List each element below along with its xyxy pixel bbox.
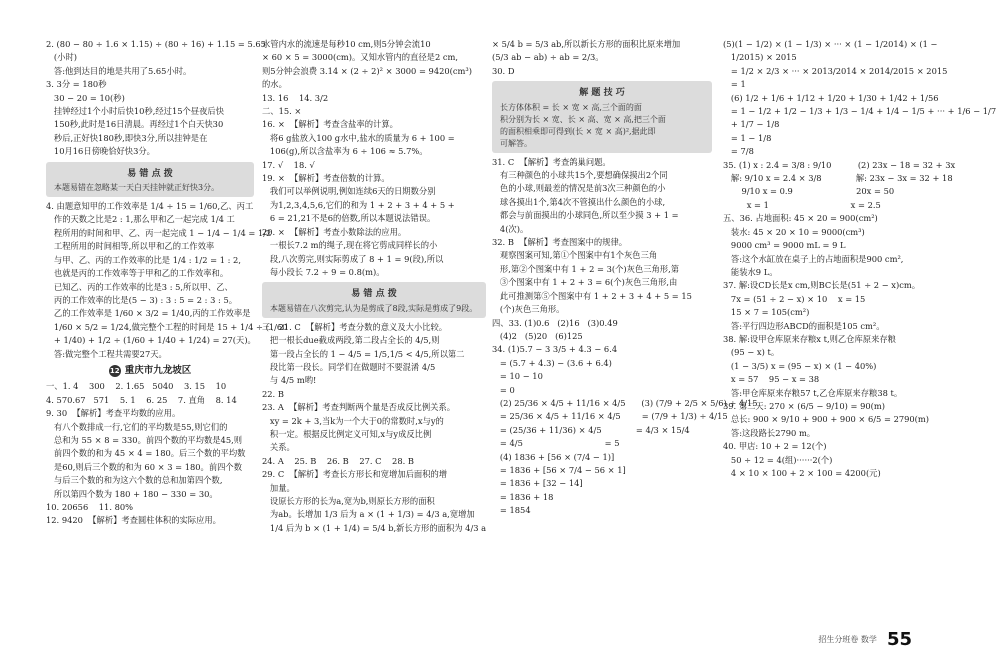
text-line: (5/3 ab − ab) ÷ ab = 2/3。	[492, 52, 604, 63]
text-line: 将6 g盐放入100 g水中,盐水的质量为 6 + 100 =	[262, 132, 455, 143]
text-line: 把一根长due截成两段,第二段占全长的 4/5,则	[262, 335, 440, 346]
col2-block-b	[262, 321, 486, 536]
text-line: 一、1. 4 300 2. 1.65 5040 3. 15 10	[46, 381, 227, 392]
text-line: 的水。	[262, 79, 287, 90]
text-line: 4. 由题意知甲的工作效率是 1/4 ÷ 15 = 1/60,乙、丙工	[46, 201, 254, 212]
tip-lines	[500, 102, 704, 150]
text-line: (4)2 (5)20 (6)125	[492, 330, 583, 341]
text-line: 10月16日傍晚恰好快3分。	[46, 146, 155, 157]
text-line: 色的小球,则最差的情况是前3次三种颜色的小	[492, 183, 666, 194]
text-line: 已知乙、丙的工作效率的比是3 : 5,所以甲、乙、	[46, 281, 233, 292]
text-line: 也就是丙的工作效率等于甲和乙的工作效率和。	[46, 268, 229, 279]
text-line: x = 1 x = 2.5	[723, 199, 881, 210]
text-line: 答:平行四边形ABCD的面积是105 cm²。	[723, 320, 885, 331]
text-line: = 1836 + [32 − 14]	[492, 478, 583, 489]
text-line: 二、15. ×	[262, 106, 302, 117]
section-title: 重庆市九龙坡区	[124, 364, 192, 376]
text-line: 段比第一段长。同学们在做题时不要混淆 4/5	[262, 361, 436, 372]
text-line: 积一定。根据反比例定义可知,x与y成反比例	[262, 428, 432, 439]
text-line: 程所用的时间和甲、乙、丙一起完成 1 − 1/4 − 1/4 = 1/2	[46, 227, 272, 238]
col4-block-a	[723, 38, 996, 480]
text-line: = 25/36 × 4/5 + 11/16 × 4/5 = (7/9 + 1/3) ÷ 4/15	[492, 411, 728, 422]
text-line: = 4/5 = 5	[492, 438, 620, 449]
text-line: 38. 解:设甲仓库原来存粮x t,则乙仓库原来存粮	[723, 333, 896, 344]
text-line: 24. A 25. B 26. B 27. C 28. B	[262, 455, 414, 466]
text-line: 答:甲仓库原来存粮57 t,乙仓库原来存粮38 t。	[723, 387, 903, 398]
text-line: + 1/7 − 1/8	[723, 119, 780, 130]
text-line: 30. D	[492, 65, 515, 76]
text-line: 关系。	[262, 442, 295, 453]
text-line: 球各摸出1个,第4次不管摸出什么颜色的小球,	[492, 196, 666, 207]
col1-block-c	[46, 380, 254, 527]
text-line: 30 − 20 = 10(秒)	[46, 92, 125, 103]
text-line: 装水: 45 × 20 × 10 = 9000(cm³)	[723, 226, 865, 237]
text-line: 9/10 x = 0.9 20x = 50	[723, 186, 895, 197]
text-line: 22. B	[262, 388, 284, 399]
text-line: 前四个数的和为 45 × 4 = 180。后三个数的平均数	[46, 448, 246, 459]
text-line: 23. A 【解析】考查判断两个量是否成反比例关系。	[262, 402, 456, 413]
text-line: 32. B 【解析】考查图案中的规律。	[492, 237, 628, 248]
text-line: 6 = 21,21不是6的倍数,所以本题说法错误。	[262, 213, 436, 224]
col1-block-b	[46, 200, 288, 361]
text-line: 是60,则后三个数的和为 60 × 3 = 180。前四个数	[46, 461, 243, 472]
text-line: 则5分钟会浪费 3.14 × (2 ÷ 2)² × 3000 = 9420(cm³)	[262, 65, 472, 76]
text-line: 2. (80 − 80 ÷ 1.6 × 1.15) ÷ (80 ÷ 16) + 1.15 = 5.65	[46, 39, 266, 49]
text-line: 与后三个数的和为这六个数的总和加第四个数,	[46, 475, 223, 486]
text-line: 丙的工作效率的比是(5 − 3) : 3 : 5 = 2 : 3 : 5。	[46, 294, 238, 305]
text-line: 水管内水的流速是每秒10 cm,则5分钟会流10	[262, 39, 431, 49]
text-line: (5)(1 − 1/2) × (1 − 1/3) × ··· × (1 − 1/2014) × (1 −	[723, 39, 938, 49]
text-line: 五、36. 占地面积: 45 × 20 = 900(cm²)	[723, 213, 878, 224]
text-line: 9. 30 【解析】考查平均数的应用。	[46, 408, 181, 419]
text-line: 第一段占全长的 1 − 4/5 = 1/5,1/5 < 4/5,所以第二	[262, 348, 465, 359]
text-line: 段,八次剪完,则实际剪成了 8 + 1 = 9(段),所以	[262, 253, 444, 264]
text-line: = 7/8	[723, 146, 754, 157]
text-line: 此可推测第⑤个图案中有 1 + 2 + 3 + 4 + 5 = 15	[492, 290, 692, 301]
page-footer	[818, 629, 912, 650]
text-line: 一根长7.2 m的绳子,现在将它剪成同样长的小	[262, 240, 438, 251]
text-line: = 1854	[492, 505, 531, 516]
text-line: = 1836 + [56 × 7/4 − 56 × 1]	[492, 464, 626, 475]
text-line: 工程所用的时间相等,所以甲和乙的工作效率	[46, 241, 215, 252]
text-line: 能装水9 L。	[723, 266, 778, 277]
text-line: x = 57 95 − x = 38	[723, 374, 820, 385]
text-line: 都会与前面摸出的小球同色,所以至少摸 3 + 1 =	[492, 210, 679, 221]
tip-title: 易 错 点 拨	[351, 289, 397, 300]
section-heading	[46, 364, 254, 377]
text-line: ③个图案中有 1 + 2 + 3 = 6(个)灰色三角形,由	[492, 277, 678, 288]
text-line: 的面积相乘即可得到(长 × 宽 × 高)²,据此即	[500, 126, 656, 136]
tip-title: 易 错 点 拨	[127, 168, 173, 179]
text-line: 19. × 【解析】考查倍数的计算。	[262, 173, 390, 184]
text-line: 10. 20656 11. 80%	[46, 502, 134, 512]
text-line: 乙的工作效率是 1/60 × 3/2 = 1/40,丙的工作效率是	[46, 308, 251, 319]
text-line: 4 × 10 × 100 + 2 × 100 = 4200(元)	[723, 468, 881, 478]
text-line: 每小段长 7.2 ÷ 9 = 0.8(m)。	[262, 266, 385, 277]
text-line: 31. C 【解析】考查鸽巢问题。	[492, 156, 611, 167]
text-line: 7x = (51 ÷ 2 − x) × 10 x = 15	[723, 293, 866, 304]
text-line: = (5.7 + 4.3) − (3.6 + 6.4)	[492, 357, 612, 368]
text-line: 35. (1) x : 2.4 = 3/8 : 9/10 (2) 23x − 18 = 32 + 3x	[723, 159, 956, 170]
col1-block-a	[46, 38, 266, 159]
text-line: 有三种颜色的小球共15个,要想确保摸出2个同	[492, 170, 668, 181]
text-line: 与甲、乙、丙的工作效率的比是 1/4 : 1/2 = 1 : 2,	[46, 254, 241, 265]
text-line: (4) 1836 + [56 × (7/4 − 1)]	[492, 451, 615, 462]
text-line: = 1	[723, 79, 746, 90]
text-line: × 5/4 b = 5/3 ab,所以新长方形的面积比原来增加	[492, 39, 681, 49]
text-line: 15 × 7 = 105(cm²)	[723, 307, 810, 318]
footer-text: 招生分班卷 数学	[818, 635, 877, 644]
text-line: (1 − 3/5) x = (95 − x) × (1 − 40%)	[723, 360, 877, 371]
text-line: 观察图案可知,第①个图案中有1个灰色三角	[492, 250, 658, 261]
text-line: 13. 16 14. 3/2	[262, 92, 329, 103]
text-line: 总和为 55 × 8 = 330。前四个数的平均数是45,则	[46, 434, 243, 445]
text-line: 三、21. C 【解析】考查分数的意义及大小比较。	[262, 321, 448, 332]
text-line: (6) 1/2 + 1/6 + 1/12 + 1/20 + 1/30 + 1/42 + 1/56	[723, 92, 939, 103]
text-line: 有八个数排成一行,它们的平均数是55,则它们的	[46, 421, 228, 432]
text-line: (95 − x) t。	[723, 347, 780, 358]
tip-box-3	[492, 81, 712, 152]
text-line: = (25/36 + 11/36) × 4/5 = 4/3 × 15/4	[492, 424, 690, 435]
text-line: 1/4 后为 b × (1 + 1/4) = 5/4 b,新长方形的面积为 4/3 a	[262, 522, 487, 533]
text-line: 秒后,正好快180秒,即快3分,所以挂钟是在	[46, 132, 208, 143]
text-line: 4(次)。	[492, 223, 529, 234]
text-line: × 60 × 5 = 3000(cm)。又知水管内的直径是2 cm,	[262, 52, 459, 63]
text-line: 挂钟经过1个小时后快10秒,经过15个昼夜后快	[46, 106, 224, 117]
section-badge: 12	[109, 366, 120, 375]
tip-text: 本题易错在忽略某一天白天挂钟就正好快3分。	[54, 183, 220, 193]
tip-title: 解 题 技 巧	[579, 88, 625, 99]
text-line: 150秒,此时是16日清晨。再经过1个白天快30	[46, 119, 224, 130]
text-line: 与 4/5 m哟!	[262, 375, 317, 386]
text-line: 答:这段路长2790 m。	[723, 427, 816, 438]
text-line: 9000 cm³ = 9000 mL = 9 L	[723, 240, 846, 251]
text-line: 形,第②个图案中有 1 + 2 = 3(个)灰色三角形,第	[492, 263, 680, 274]
text-line: (个)灰色三角形。	[492, 304, 565, 315]
text-line: (小时)	[46, 52, 77, 63]
text-line: 作的天数之比是2 : 1,那么甲和乙一起完成 1/4 工	[46, 214, 235, 225]
text-line: 37. 解:设CD长是x cm,则BC长是(51 ÷ 2 − x)cm。	[723, 280, 921, 291]
text-line: 答:这个水缸放在桌子上的占地面积是900 cm²,	[723, 253, 904, 264]
text-line: 1/2015) × 2015	[723, 52, 797, 63]
text-line: = 1 − 1/8	[723, 132, 772, 143]
text-line: 积分别为长 × 宽、长 × 高、宽 × 高,把三个面	[500, 114, 666, 124]
text-line: 39. 第二天: 270 × (6/5 − 9/10) = 90(m)	[723, 400, 886, 411]
text-line: 为1,2,3,4,5,6,它们的和为 1 + 2 + 3 + 4 + 5 +	[262, 199, 455, 210]
text-line: 29. C 【解析】考查长方形长和宽增加后面积的增	[262, 469, 448, 480]
text-line: = 1836 + 18	[492, 491, 554, 502]
text-line: 总长: 900 × 9/10 + 900 + 900 × 6/5 = 2790(m)	[723, 414, 930, 425]
text-line: 为ab。长增加 1/3 后为 a × (1 + 1/3) = 4/3 a,宽增加	[262, 509, 475, 520]
text-line: 16. × 【解析】考查含盐率的计算。	[262, 119, 398, 130]
text-line: 我们可以举例说明,例如连续6天的日期数分别	[262, 186, 436, 197]
text-line: = 0	[492, 384, 515, 395]
text-line: 34. (1)5.7 − 3 3/5 + 4.3 − 6.4	[492, 344, 618, 355]
text-line: + 1/40) + 1/2 ÷ (1/60 + 1/40 + 1/24) = 27(天)。	[46, 335, 256, 346]
text-line: 答:做完整个工程共需要27天。	[46, 348, 167, 359]
text-line: 3. 3分 = 180秒	[46, 79, 107, 90]
text-line: 12. 9420 【解析】考查圆柱体积的实际应用。	[46, 515, 221, 526]
text-line: 所以第四个数为 180 + 180 − 330 = 30。	[46, 488, 218, 499]
col3-block-a	[492, 38, 712, 78]
page-number: 55	[886, 629, 912, 650]
tip-box-2	[262, 282, 486, 317]
col2-block-a	[262, 38, 486, 279]
text-line: = 1/2 × 2/3 × ··· × 2013/2014 × 2014/2015 × 2015	[723, 65, 948, 76]
text-line: 设原长方形的长为a,宽为b,则原长方形的面积	[262, 496, 435, 506]
text-line: 加量。	[262, 482, 295, 493]
text-line: 1/60 × 5/2 = 1/24,做完整个工程的时间是 15 + 1/4 ÷ (1/60	[46, 321, 288, 332]
text-line: 50 ÷ 12 = 4(组)······2(个)	[723, 454, 833, 465]
text-line: (2) 25/36 × 4/5 + 11/16 × 4/5 (3) (7/9 + 2/5 × 5/6) ÷ 4/15	[492, 397, 758, 408]
text-line: 长方体体积 = 长 × 宽 × 高,三个面的面	[500, 102, 642, 112]
text-line: 可解答。	[500, 138, 532, 148]
text-line: 40. 甲店: 10 + 2 = 12(个)	[723, 441, 827, 452]
text-line: xy = 2k + 3,当k为一个大于0的常数时,x与y的	[262, 415, 444, 426]
text-line: 答:他到达目的地是共用了5.65小时。	[46, 65, 192, 76]
text-line: 20. × 【解析】考查小数除法的应用。	[262, 226, 407, 237]
text-line: 四、33. (1)0.6 (2)16 (3)0.49	[492, 317, 618, 328]
text-line: 4. 570.67 571 5. 1 6. 25 7. 直角 8. 14	[46, 394, 237, 405]
text-line: 106(g),所以含盐率为 6 ÷ 106 ≈ 5.7%。	[262, 146, 428, 157]
text-line: = 10 − 10	[492, 371, 543, 382]
text-line: 17. √ 18. √	[262, 159, 315, 170]
text-line: = 1 − 1/2 + 1/2 − 1/3 + 1/3 − 1/4 + 1/4 − 1/5 + ··· + 1/6 − 1/7	[723, 106, 996, 117]
tip-text: 本题易错在八次剪完,认为是剪成了8段,实际是剪成了9段。	[270, 303, 478, 313]
tip-box-1	[46, 162, 254, 197]
text-line: 解: 9/10 x = 2.4 × 3/8 解: 23x − 3x = 32 + 18	[723, 173, 953, 184]
column-2	[262, 38, 486, 535]
column-4	[723, 38, 996, 480]
